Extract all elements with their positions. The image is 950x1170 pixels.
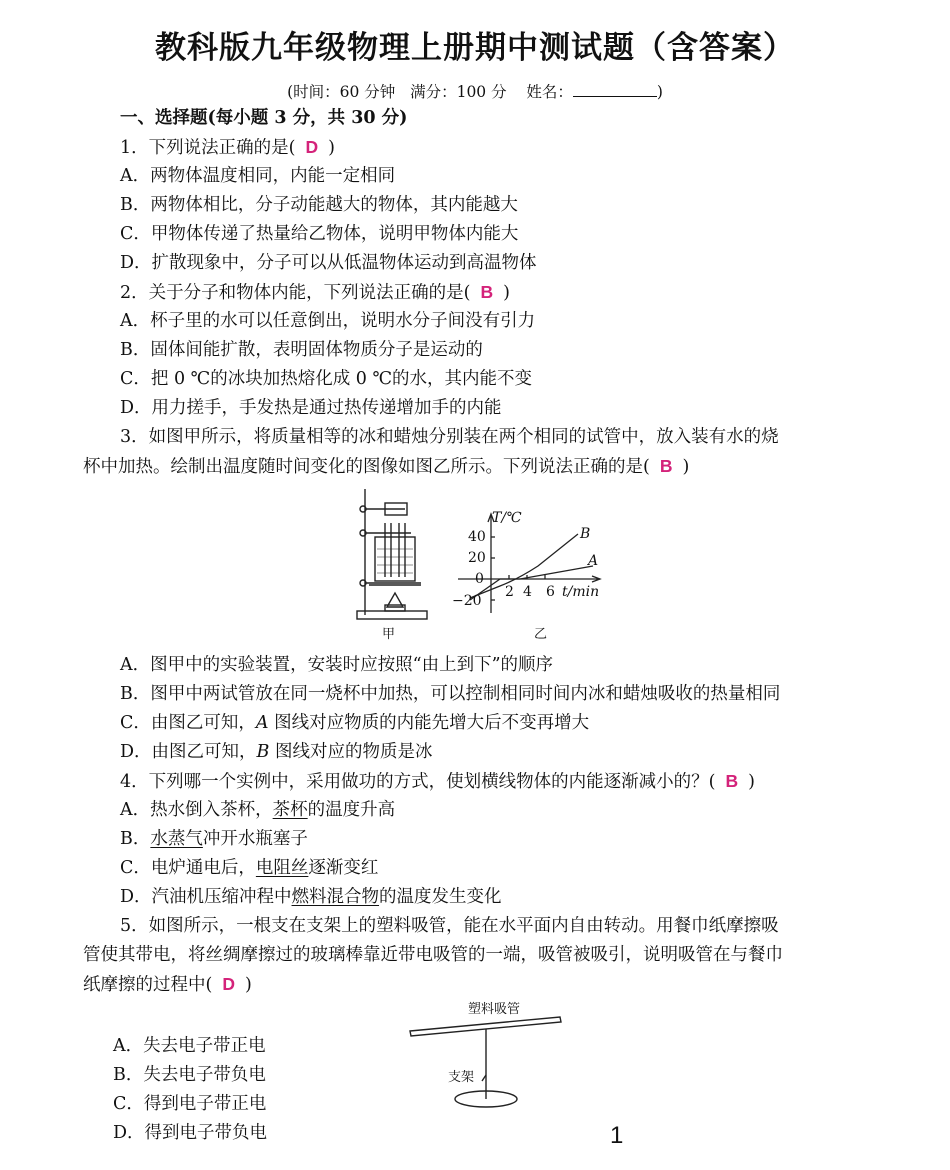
q3-option-c: C．由图乙可知，A 图线对应物质的内能先增大后不变再增大 xyxy=(120,713,590,733)
time-label: (时间：60 分钟 xyxy=(287,83,396,101)
curve-b-label: B xyxy=(580,526,591,542)
q3-option-d: D．由图乙可知，B 图线对应的物质是冰 xyxy=(120,742,433,762)
xtick-6: 6 xyxy=(546,584,555,600)
section-heading: 一、选择题(每小题 3 分，共 30 分) xyxy=(120,108,408,128)
q5-option-d: D．得到电子带负电 xyxy=(113,1123,268,1143)
answer-3: B xyxy=(659,456,673,476)
q1-option-c: C．甲物体传递了热量给乙物体，说明甲物体内能大 xyxy=(120,224,519,244)
question-5-line3: 纸摩擦的过程中( D ) xyxy=(83,974,252,995)
temperature-graph xyxy=(448,508,618,628)
apparatus-figure xyxy=(345,485,435,635)
xtick-4: 4 xyxy=(523,584,532,600)
fig-jia-label: 甲 xyxy=(382,627,396,642)
q3-option-a: A．图甲中的实验装置，安装时应按照“由上到下”的顺序 xyxy=(120,655,554,675)
question-3-line1: 3．如图甲所示，将质量相等的冰和蜡烛分别装在两个相同的试管中，放入装有水的烧 xyxy=(120,427,779,447)
curve-a-label: A xyxy=(588,553,599,569)
graph-ylabel-T: T/℃ xyxy=(492,510,522,526)
name-blank xyxy=(573,82,657,97)
q4-option-c: C．电炉通电后，电阻丝逐渐变红 xyxy=(120,858,379,878)
straw-figure xyxy=(400,995,570,1113)
page-number: 1 xyxy=(610,1122,624,1149)
answer-5: D xyxy=(222,974,235,994)
q2-option-a: A．杯子里的水可以任意倒出，说明水分子间没有引力 xyxy=(120,311,536,331)
ytick-neg20: −20 xyxy=(452,593,482,609)
xtick-2: 2 xyxy=(505,584,514,600)
ytick-40: 40 xyxy=(468,529,486,545)
score-label: 满分：100 分 xyxy=(410,83,507,101)
q2-option-b: B．固体间能扩散，表明固体物质分子是运动的 xyxy=(120,340,483,360)
answer-4: B xyxy=(725,771,739,791)
ytick-0: 0 xyxy=(475,571,484,587)
question-5-line1: 5．如图所示，一根支在支架上的塑料吸管，能在水平面内自由转动。用餐巾纸摩擦吸 xyxy=(120,916,779,936)
q2-option-c: C．把 0 ℃的冰块加热熔化成 0 ℃的水，其内能不变 xyxy=(120,369,533,389)
fig-yi-label: 乙 xyxy=(534,627,548,642)
q1-option-a: A．两物体温度相同，内能一定相同 xyxy=(120,166,396,186)
question-2: 2．关于分子和物体内能，下列说法正确的是( B ) xyxy=(120,282,510,303)
q5-option-a: A．失去电子带正电 xyxy=(113,1036,266,1056)
q4-option-d: D．汽油机压缩冲程中燃料混合物的温度发生变化 xyxy=(120,887,502,907)
q3-option-b: B．图甲中两试管放在同一烧杯中加热，可以控制相同时间内冰和蜡烛吸收的热量相同 xyxy=(120,684,781,704)
q1-option-d: D．扩散现象中，分子可以从低温物体运动到高温物体 xyxy=(120,253,537,273)
question-3-line2: 杯中加热。绘制出温度随时间变化的图像如图乙所示。下列说法正确的是( B ) xyxy=(83,456,690,477)
q5-option-b: B．失去电子带负电 xyxy=(113,1065,266,1085)
stand-label: 支架 xyxy=(448,1070,475,1085)
ytick-20: 20 xyxy=(468,550,486,566)
graph-xlabel: t/min xyxy=(562,584,600,600)
answer-2: B xyxy=(480,282,494,302)
answer-1: D xyxy=(305,137,319,157)
exam-meta: (时间：60 分钟 满分：100 分 姓名： ) xyxy=(287,83,663,101)
q5-option-c: C．得到电子带正电 xyxy=(113,1094,267,1114)
question-5-line2: 管使其带电，将丝绸摩擦过的玻璃棒靠近带电吸管的一端，吸管被吸引，说明吸管在与餐巾 xyxy=(83,945,783,965)
q1-option-b: B．两物体相比，分子动能越大的物体，其内能越大 xyxy=(120,195,518,215)
q4-option-b: B．水蒸气冲开水瓶塞子 xyxy=(120,829,308,849)
name-label: 姓名： xyxy=(526,83,573,101)
straw-label: 塑料吸管 xyxy=(468,1002,521,1017)
q4-option-a: A．热水倒入茶杯，茶杯的温度升高 xyxy=(120,800,396,820)
q2-option-d: D．用力搓手，手发热是通过热传递增加手的内能 xyxy=(120,398,502,418)
question-4: 4．下列哪一个实例中，采用做功的方式，使划横线物体的内能逐渐减小的？( B ) xyxy=(120,771,755,792)
page-title: 教科版九年级物理上册期中测试题（含答案） xyxy=(155,30,795,66)
question-1: 1．下列说法正确的是( D ) xyxy=(120,137,335,158)
